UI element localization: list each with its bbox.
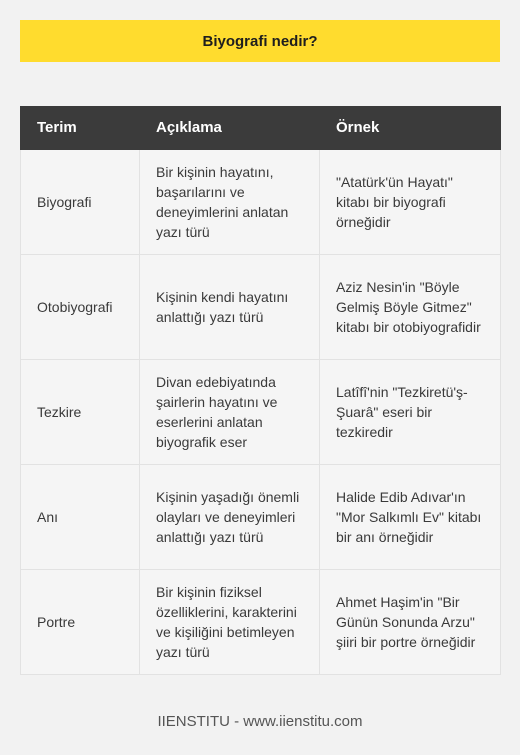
description-cell: Bir kişinin hayatını, başarılarını ve deneyimlerini anlatan yazı türü [140, 150, 320, 255]
terms-table [20, 106, 501, 675]
column-header-term: Terim [21, 107, 140, 150]
table-row [21, 570, 501, 675]
description-cell: Kişinin yaşadığı önemli olayları ve deneyimleri anlattığı yazı türü [140, 465, 320, 570]
example-cell: Halide Edib Adıvar'ın "Mor Salkımlı Ev" kitabı bir anı örneğidir [320, 465, 501, 570]
table-header-row [21, 107, 501, 150]
term-cell: Otobiyografi [21, 255, 140, 360]
table-row [21, 465, 501, 570]
footer-credit: IIENSTITU - www.iienstitu.com [157, 713, 363, 730]
term-cell: Anı [21, 465, 140, 570]
table-row [21, 150, 501, 255]
term-cell: Biyografi [21, 150, 140, 255]
description-cell: Kişinin kendi hayatını anlattığı yazı türü [140, 255, 320, 360]
column-header-example: Örnek [320, 107, 501, 150]
table-row [21, 360, 501, 465]
page-title: Biyografi nedir? [20, 20, 500, 62]
column-header-description: Açıklama [140, 107, 320, 150]
example-cell: Ahmet Haşim'in "Bir Günün Sonunda Arzu" şiiri bir portre örneğidir [320, 570, 501, 675]
example-cell: Latîfî'nin "Tezkiretü'ş-Şuarâ" eseri bir tezkiredir [320, 360, 501, 465]
table-row [21, 255, 501, 360]
term-cell: Tezkire [21, 360, 140, 465]
description-cell: Divan edebiyatında şairlerin hayatını ve eserlerini anlatan biyografik eser [140, 360, 320, 465]
example-cell: "Atatürk'ün Hayatı" kitabı bir biyografi örneğidir [320, 150, 501, 255]
description-cell: Bir kişinin fiziksel özelliklerini, karakterini ve kişiliğini betimleyen yazı türü [140, 570, 320, 675]
term-cell: Portre [21, 570, 140, 675]
example-cell: Aziz Nesin'in "Böyle Gelmiş Böyle Gitmez" kitabı bir otobiyografidir [320, 255, 501, 360]
